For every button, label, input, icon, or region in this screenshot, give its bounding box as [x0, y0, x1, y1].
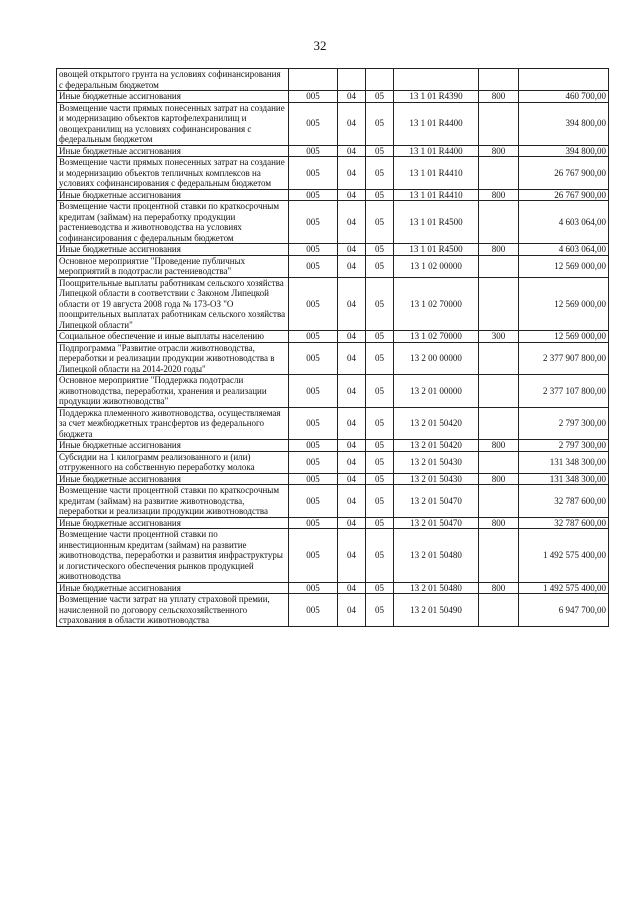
table-row — [57, 594, 609, 627]
table-row — [57, 440, 609, 452]
target-article-cell: 13 1 02 00000 — [394, 255, 479, 277]
ministry-code-cell: 005 — [289, 277, 338, 331]
amount-cell: 4 603 064,00 — [519, 201, 609, 244]
table-row — [57, 407, 609, 440]
target-article-cell — [394, 69, 479, 91]
target-article-cell: 13 1 01 R4500 — [394, 201, 479, 244]
section-code-cell: 04 — [338, 473, 366, 485]
section-code-cell: 04 — [338, 145, 366, 157]
budget-table-body — [57, 69, 609, 627]
subsection-code-cell: 05 — [366, 582, 394, 594]
ministry-code-cell: 005 — [289, 582, 338, 594]
table-row — [57, 91, 609, 103]
subsection-code-cell: 05 — [366, 594, 394, 627]
amount-cell — [519, 69, 609, 91]
subsection-code-cell: 05 — [366, 102, 394, 145]
section-code-cell: 04 — [338, 157, 366, 190]
expense-type-cell — [479, 594, 519, 627]
expense-type-cell: 800 — [479, 473, 519, 485]
row-name-cell: Субсидии на 1 килограмм реализованного и (или) отгруженного на собственную переработку молока — [57, 451, 289, 473]
amount-cell: 131 348 300,00 — [519, 451, 609, 473]
section-code-cell: 04 — [338, 440, 366, 452]
target-article-cell: 13 1 01 R4410 — [394, 189, 479, 201]
expense-type-cell — [479, 485, 519, 518]
page-number: 32 — [313, 38, 327, 53]
target-article-cell: 13 1 01 R4410 — [394, 157, 479, 190]
row-name-cell: Иные бюджетные ассигнования — [57, 189, 289, 201]
expense-type-cell — [479, 375, 519, 408]
subsection-code-cell: 05 — [366, 485, 394, 518]
subsection-code-cell: 05 — [366, 277, 394, 331]
target-article-cell: 13 1 02 70000 — [394, 331, 479, 343]
ministry-code-cell: 005 — [289, 157, 338, 190]
amount-cell: 32 787 600,00 — [519, 485, 609, 518]
subsection-code-cell: 05 — [366, 244, 394, 256]
expense-type-cell: 800 — [479, 517, 519, 529]
ministry-code-cell: 005 — [289, 529, 338, 583]
expense-type-cell: 800 — [479, 189, 519, 201]
amount-cell: 26 767 900,00 — [519, 189, 609, 201]
section-code-cell: 04 — [338, 517, 366, 529]
amount-cell: 131 348 300,00 — [519, 473, 609, 485]
amount-cell: 2 377 107 800,00 — [519, 375, 609, 408]
row-name-cell: Основное мероприятие "Проведение публичных мероприятий в подотрасли растениеводства" — [57, 255, 289, 277]
ministry-code-cell — [289, 69, 338, 91]
ministry-code-cell: 005 — [289, 594, 338, 627]
subsection-code-cell — [366, 69, 394, 91]
row-name-cell: Возмещение части прямых понесенных затрат на создание и модернизацию объектов картофелехранилищ и овощехранилищ на условиях софинансирования с федеральным бюджетом — [57, 102, 289, 145]
table-row — [57, 157, 609, 190]
subsection-code-cell: 05 — [366, 407, 394, 440]
ministry-code-cell: 005 — [289, 517, 338, 529]
row-name-cell: Иные бюджетные ассигнования — [57, 145, 289, 157]
section-code-cell: 04 — [338, 201, 366, 244]
row-name-cell: Иные бюджетные ассигнования — [57, 244, 289, 256]
target-article-cell: 13 1 01 R4400 — [394, 145, 479, 157]
subsection-code-cell: 05 — [366, 342, 394, 375]
section-code-cell: 04 — [338, 582, 366, 594]
ministry-code-cell: 005 — [289, 407, 338, 440]
target-article-cell: 13 2 01 50430 — [394, 451, 479, 473]
expense-type-cell: 800 — [479, 582, 519, 594]
table-row — [57, 582, 609, 594]
target-article-cell: 13 2 00 00000 — [394, 342, 479, 375]
section-code-cell — [338, 69, 366, 91]
subsection-code-cell: 05 — [366, 440, 394, 452]
ministry-code-cell: 005 — [289, 145, 338, 157]
expense-type-cell — [479, 102, 519, 145]
amount-cell: 394 800,00 — [519, 145, 609, 157]
ministry-code-cell: 005 — [289, 473, 338, 485]
expense-type-cell — [479, 277, 519, 331]
section-code-cell: 04 — [338, 331, 366, 343]
section-code-cell: 04 — [338, 594, 366, 627]
row-name-cell: Возмещение части процентной ставки по краткосрочным кредитам (займам) на переработку продукции растениеводства и животноводства на условиях софинансирования с федеральным бюджетом — [57, 201, 289, 244]
subsection-code-cell: 05 — [366, 145, 394, 157]
table-row — [57, 529, 609, 583]
subsection-code-cell: 05 — [366, 201, 394, 244]
row-name-cell: овощей открытого грунта на условиях софинансирования с федеральным бюджетом — [57, 69, 289, 91]
target-article-cell: 13 2 01 50420 — [394, 407, 479, 440]
subsection-code-cell: 05 — [366, 91, 394, 103]
table-row — [57, 451, 609, 473]
ministry-code-cell: 005 — [289, 244, 338, 256]
row-name-cell: Иные бюджетные ассигнования — [57, 440, 289, 452]
section-code-cell: 04 — [338, 375, 366, 408]
amount-cell: 2 797 300,00 — [519, 440, 609, 452]
expense-type-cell — [479, 529, 519, 583]
target-article-cell: 13 2 01 50420 — [394, 440, 479, 452]
expense-type-cell: 800 — [479, 91, 519, 103]
table-row — [57, 189, 609, 201]
ministry-code-cell: 005 — [289, 331, 338, 343]
amount-cell: 12 569 000,00 — [519, 277, 609, 331]
table-row — [57, 201, 609, 244]
amount-cell: 1 492 575 400,00 — [519, 582, 609, 594]
expense-type-cell — [479, 157, 519, 190]
subsection-code-cell: 05 — [366, 451, 394, 473]
ministry-code-cell: 005 — [289, 201, 338, 244]
target-article-cell: 13 1 01 R4390 — [394, 91, 479, 103]
row-name-cell: Иные бюджетные ассигнования — [57, 91, 289, 103]
row-name-cell: Иные бюджетные ассигнования — [57, 473, 289, 485]
section-code-cell: 04 — [338, 255, 366, 277]
ministry-code-cell: 005 — [289, 440, 338, 452]
section-code-cell: 04 — [338, 342, 366, 375]
section-code-cell: 04 — [338, 529, 366, 583]
target-article-cell: 13 1 01 R4500 — [394, 244, 479, 256]
amount-cell: 4 603 064,00 — [519, 244, 609, 256]
row-name-cell: Подпрограмма "Развитие отрасли животноводства, переработки и реализации продукции животноводства в Липецкой области на 2014-2020 годы" — [57, 342, 289, 375]
table-row — [57, 102, 609, 145]
row-name-cell: Возмещение части затрат на уплату страховой премии, начисленной по договору сельскохозяйственного страхования в области животноводства — [57, 594, 289, 627]
ministry-code-cell: 005 — [289, 91, 338, 103]
target-article-cell: 13 1 01 R4400 — [394, 102, 479, 145]
expense-type-cell: 800 — [479, 145, 519, 157]
row-name-cell: Основное мероприятие "Поддержка подотрасли животноводства, переработки, хранения и реализации продукции животноводства" — [57, 375, 289, 408]
row-name-cell: Возмещение части процентной ставки по инвестиционным кредитам (займам) на развитие животноводства, переработки и развития инфраструктуры и логистического обеспечения рынков продукцией животноводства — [57, 529, 289, 583]
ministry-code-cell: 005 — [289, 451, 338, 473]
amount-cell: 460 700,00 — [519, 91, 609, 103]
amount-cell: 12 569 000,00 — [519, 331, 609, 343]
row-name-cell: Поддержка племенного животноводства, осуществляемая за счет межбюджетных трансфертов из федерального бюджета — [57, 407, 289, 440]
target-article-cell: 13 2 01 50470 — [394, 517, 479, 529]
section-code-cell: 04 — [338, 244, 366, 256]
expense-type-cell — [479, 451, 519, 473]
amount-cell: 12 569 000,00 — [519, 255, 609, 277]
target-article-cell: 13 1 02 70000 — [394, 277, 479, 331]
amount-cell: 6 947 700,00 — [519, 594, 609, 627]
table-row — [57, 277, 609, 331]
subsection-code-cell: 05 — [366, 189, 394, 201]
target-article-cell: 13 2 01 50430 — [394, 473, 479, 485]
table-row — [57, 375, 609, 408]
row-name-cell: Возмещение части процентной ставки по краткосрочным кредитам (займам) на развитие животноводства, переработки и реализации продукции животноводства — [57, 485, 289, 518]
amount-cell: 2 797 300,00 — [519, 407, 609, 440]
table-row — [57, 331, 609, 343]
budget-table — [56, 68, 609, 627]
expense-type-cell — [479, 69, 519, 91]
amount-cell: 394 800,00 — [519, 102, 609, 145]
table-row — [57, 255, 609, 277]
section-code-cell: 04 — [338, 91, 366, 103]
target-article-cell: 13 2 01 00000 — [394, 375, 479, 408]
target-article-cell: 13 2 01 50480 — [394, 529, 479, 583]
expense-type-cell — [479, 342, 519, 375]
amount-cell: 32 787 600,00 — [519, 517, 609, 529]
target-article-cell: 13 2 01 50480 — [394, 582, 479, 594]
table-row — [57, 485, 609, 518]
row-name-cell: Иные бюджетные ассигнования — [57, 582, 289, 594]
section-code-cell: 04 — [338, 407, 366, 440]
expense-type-cell — [479, 407, 519, 440]
section-code-cell: 04 — [338, 102, 366, 145]
subsection-code-cell: 05 — [366, 255, 394, 277]
row-name-cell: Поощрительные выплаты работникам сельского хозяйства Липецкой области в соответствии с Законом Липецкой области от 19 августа 2008 года № 173-ОЗ "О поощрительных выплатах работникам сельского хозяйства Липецкой области" — [57, 277, 289, 331]
amount-cell: 26 767 900,00 — [519, 157, 609, 190]
table-row — [57, 244, 609, 256]
subsection-code-cell: 05 — [366, 157, 394, 190]
expense-type-cell — [479, 255, 519, 277]
table-row — [57, 517, 609, 529]
target-article-cell: 13 2 01 50490 — [394, 594, 479, 627]
expense-type-cell: 300 — [479, 331, 519, 343]
subsection-code-cell: 05 — [366, 529, 394, 583]
row-name-cell: Иные бюджетные ассигнования — [57, 517, 289, 529]
table-row — [57, 145, 609, 157]
table-row — [57, 342, 609, 375]
amount-cell: 2 377 907 800,00 — [519, 342, 609, 375]
subsection-code-cell: 05 — [366, 375, 394, 408]
expense-type-cell: 800 — [479, 244, 519, 256]
section-code-cell: 04 — [338, 485, 366, 518]
subsection-code-cell: 05 — [366, 331, 394, 343]
section-code-cell: 04 — [338, 189, 366, 201]
ministry-code-cell: 005 — [289, 485, 338, 518]
expense-type-cell — [479, 201, 519, 244]
subsection-code-cell: 05 — [366, 473, 394, 485]
target-article-cell: 13 2 01 50470 — [394, 485, 479, 518]
row-name-cell: Возмещение части прямых понесенных затрат на создание и модернизацию объектов тепличных комплексов на условиях софинансирования с федеральным бюджетом — [57, 157, 289, 190]
amount-cell: 1 492 575 400,00 — [519, 529, 609, 583]
row-name-cell: Социальное обеспечение и иные выплаты населению — [57, 331, 289, 343]
section-code-cell: 04 — [338, 277, 366, 331]
ministry-code-cell: 005 — [289, 102, 338, 145]
section-code-cell: 04 — [338, 451, 366, 473]
ministry-code-cell: 005 — [289, 342, 338, 375]
table-row — [57, 69, 609, 91]
subsection-code-cell: 05 — [366, 517, 394, 529]
expense-type-cell: 800 — [479, 440, 519, 452]
ministry-code-cell: 005 — [289, 375, 338, 408]
table-row — [57, 473, 609, 485]
ministry-code-cell: 005 — [289, 255, 338, 277]
ministry-code-cell: 005 — [289, 189, 338, 201]
